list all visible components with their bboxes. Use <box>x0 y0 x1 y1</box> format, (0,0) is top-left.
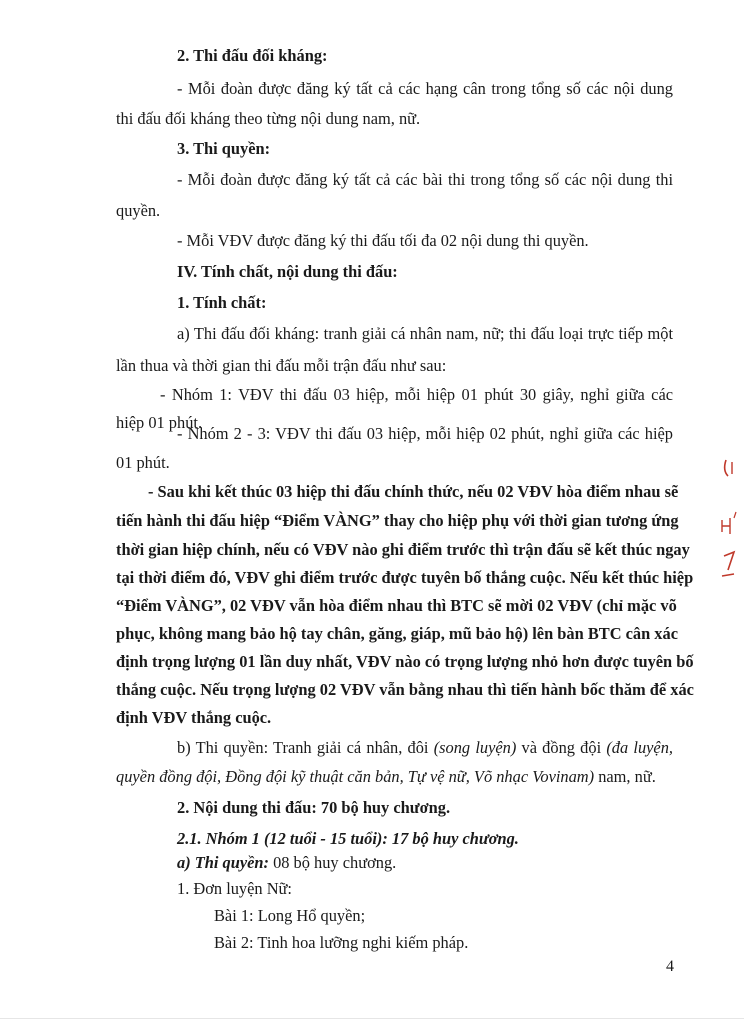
item-b-italic-3: quyền đồng đội, Đồng đội kỹ thuật căn bản, Tự vệ nữ, Võ nhạc Vovinam) <box>116 767 595 786</box>
group-1-line-2: hiệp 01 phút. <box>116 413 203 432</box>
section-iv-heading: IV. Tính chất, nội dung thi đấu: <box>177 262 398 281</box>
item-a-line-2: lần thua và thời gian thi đấu mỗi trận đấu như sau: <box>116 356 447 375</box>
item-b-line-2 <box>116 767 656 787</box>
section-iv-2-heading: 2. Nội dung thi đấu: 70 bộ huy chương. <box>177 798 451 817</box>
page-bottom-edge <box>0 1018 744 1019</box>
qa-line <box>177 853 396 873</box>
section-2-1-heading: 2.1. Nhóm 1 (12 tuổi - 15 tuổi): 17 bộ huy chương. <box>177 829 519 848</box>
group-2-3-line-2: 01 phút. <box>116 453 170 472</box>
item-b-tail: nam, nữ. <box>594 767 656 786</box>
list-item-1-sub-1: Bài 1: Long Hổ quyền; <box>214 906 366 925</box>
qa-label: a) Thi quyền: <box>177 853 269 872</box>
section-2-heading: 2. Thi đấu đối kháng: <box>177 46 328 65</box>
section-iv-1-heading: 1. Tính chất: <box>177 293 267 312</box>
section-2-paragraph-line-1: - Mỗi đoàn được đăng ký tất cả các hạng cân trong tổng số các nội dung <box>177 79 673 98</box>
qa-value: 08 bộ huy chương. <box>268 853 397 872</box>
item-a-line-1: a) Thi đấu đối kháng: tranh giải cá nhân nam, nữ; thi đấu loại trực tiếp một <box>177 324 673 343</box>
item-b-italic-2: (đa luyện, <box>606 738 673 757</box>
margin-stamp-icon <box>716 452 744 592</box>
list-item-1: 1. Đơn luyện Nữ: <box>177 879 292 898</box>
golden-point-line-3: thời gian hiệp chính, nếu có VĐV nào ghi điểm trước thì trận đấu sẽ kết thúc ngay <box>116 540 690 559</box>
golden-point-line-9: định VĐV thắng cuộc. <box>116 708 272 727</box>
group-2-3-line-1: - Nhóm 2 - 3: VĐV thi đấu 03 hiệp, mỗi hiệp 02 phút, nghỉ giữa các hiệp <box>177 424 673 443</box>
section-3-paragraph-2: - Mỗi VĐV được đăng ký thi đấu tối đa 02 nội dung thi quyền. <box>177 231 589 250</box>
golden-point-line-7: định trọng lượng 01 lần duy nhất, VĐV nào có trọng lượng nhỏ hơn được tuyên bố <box>116 652 694 671</box>
section-3-paragraph-line-1: - Mỗi đoàn được đăng ký tất cả các bài thi trong tổng số các nội dung thi <box>177 170 673 189</box>
list-item-1-sub-2: Bài 2: Tinh hoa lưỡng nghi kiếm pháp. <box>214 933 469 952</box>
group-1-line-1: - Nhóm 1: VĐV thi đấu 03 hiệp, mỗi hiệp 01 phút 30 giây, nghỉ giữa các <box>160 385 673 404</box>
golden-point-line-5: “Điểm VÀNG”, 02 VĐV vẫn hòa điểm nhau thì BTC sẽ mời 02 VĐV (chỉ mặc võ <box>116 596 677 615</box>
section-3-paragraph-line-2: quyền. <box>116 201 161 220</box>
item-b-mid: và đồng đội <box>516 738 607 757</box>
section-3-heading: 3. Thi quyền: <box>177 139 271 158</box>
page-number: 4 <box>666 958 674 975</box>
golden-point-line-1: - Sau khi kết thúc 03 hiệp thi đấu chính thức, nếu 02 VĐV hòa điểm nhau sẽ <box>148 482 679 501</box>
section-2-paragraph-line-2: thi đấu đối kháng theo từng nội dung nam, nữ. <box>116 109 421 128</box>
item-b-italic-1: (song luyện) <box>433 738 517 757</box>
golden-point-line-2: tiến hành thi đấu hiệp “Điểm VÀNG” thay cho hiệp phụ với thời gian tương ứng <box>116 511 679 530</box>
golden-point-line-8: thắng cuộc. Nếu trọng lượng 02 VĐV vẫn bằng nhau thì tiến hành bốc thăm để xác <box>116 680 694 699</box>
golden-point-line-6: phục, không mang bảo hộ tay chân, găng, giáp, mũ bảo hộ) lên bàn BTC cân xác <box>116 624 678 643</box>
item-b-lead: b) Thi quyền: Tranh giải cá nhân, đôi <box>177 738 434 757</box>
item-b-line-1 <box>177 738 673 758</box>
golden-point-line-4: tại thời điểm đó, VĐV ghi điểm trước được tuyên bố thắng cuộc. Nếu kết thúc hiệp <box>116 568 694 587</box>
